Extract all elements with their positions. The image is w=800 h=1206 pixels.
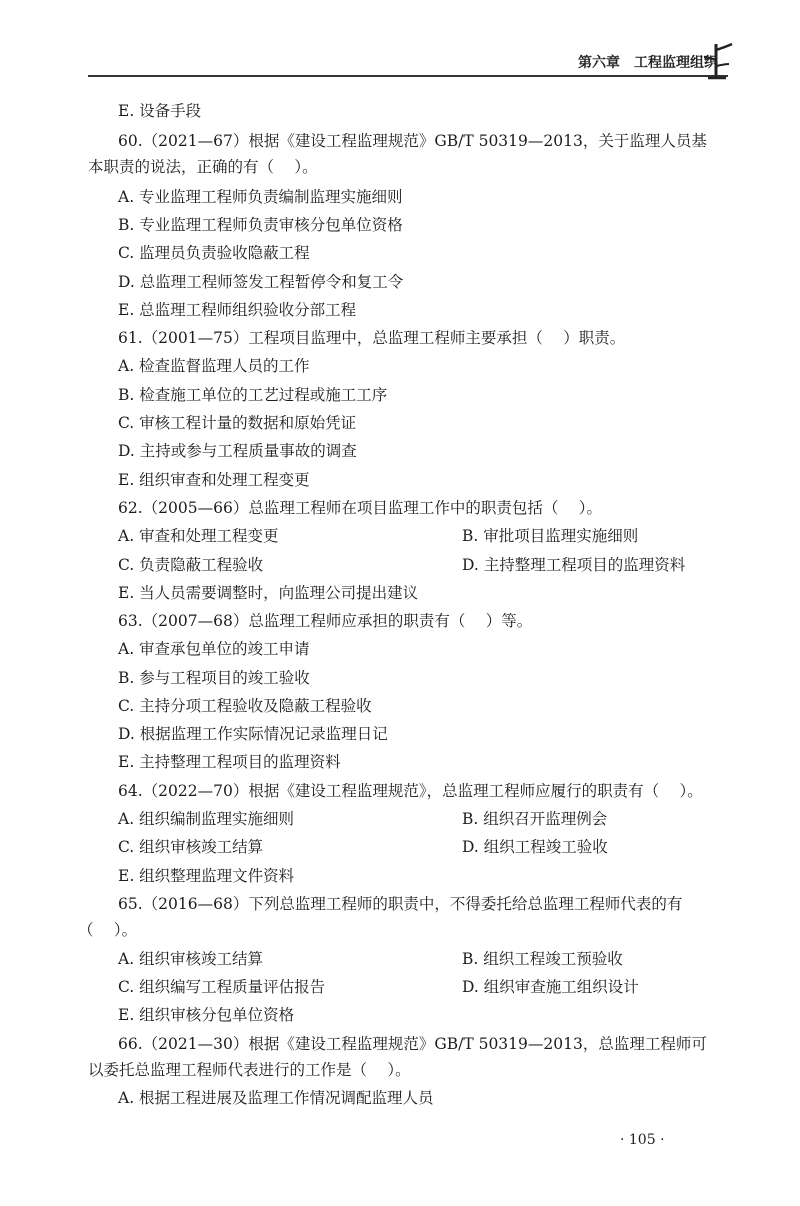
text-line: E. 组织整理监理文件资料 bbox=[118, 867, 295, 885]
text-line: 以委托总监理工程师代表进行的工作是（ ）。 bbox=[88, 1061, 411, 1079]
text-line: 本职责的说法，正确的有（ ）。 bbox=[88, 158, 318, 176]
text-line: E. 总监理工程师组织验收分部工程 bbox=[118, 301, 357, 319]
text-line: E. 当人员需要调整时，向监理公司提出建议 bbox=[118, 584, 419, 602]
text-line: A. 组织编制监理实施细则 bbox=[118, 810, 295, 828]
text-line: B. 审批项目监理实施细则 bbox=[462, 527, 639, 545]
text-line: A. 检查监督监理人员的工作 bbox=[118, 357, 310, 375]
text-line: 62.（2005—66）总监理工程师在项目监理工作中的职责包括（ ）。 bbox=[118, 499, 602, 517]
text-line: C. 审核工程计量的数据和原始凭证 bbox=[118, 414, 357, 432]
text-line: C. 监理员负责验收隐蔽工程 bbox=[118, 244, 310, 262]
text-line: D. 总监理工程师签发工程暂停令和复工令 bbox=[118, 273, 404, 291]
text-line: D. 主持或参与工程质量事故的调查 bbox=[118, 442, 357, 460]
chapter-number: 第六章 bbox=[578, 55, 620, 71]
text-line: 60.（2021—67）根据《建设工程监理规范》GB/T 50319—2013，关于监理人员基 bbox=[118, 132, 707, 150]
text-line: 65.（2016—68）下列总监理工程师的职责中，不得委托给总监理工程师代表的有 bbox=[118, 895, 683, 913]
text-line: B. 组织召开监理例会 bbox=[462, 810, 608, 828]
text-line: D. 主持整理工程项目的监理资料 bbox=[462, 556, 686, 574]
signpost-icon bbox=[702, 40, 736, 80]
text-line: 63.（2007—68）总监理工程师应承担的职责有（ ）等。 bbox=[118, 612, 533, 630]
text-line: D. 组织工程竣工验收 bbox=[462, 838, 608, 856]
text-line: A. 专业监理工程师负责编制监理实施细则 bbox=[118, 188, 403, 206]
text-line: E. 组织审核分包单位资格 bbox=[118, 1006, 295, 1024]
text-line: A. 审查承包单位的竣工申请 bbox=[118, 640, 310, 658]
text-line: A. 根据工程进展及监理工作情况调配监理人员 bbox=[118, 1089, 434, 1107]
text-line: A. 组织审核竣工结算 bbox=[118, 950, 264, 968]
page-number: · 105 · bbox=[620, 1132, 665, 1148]
text-line: B. 参与工程项目的竣工验收 bbox=[118, 669, 310, 687]
header-rule bbox=[88, 75, 728, 77]
text-line: B. 专业监理工程师负责审核分包单位资格 bbox=[118, 216, 403, 234]
text-line: B. 组织工程竣工预验收 bbox=[462, 950, 623, 968]
page-header bbox=[0, 0, 800, 90]
chapter-heading bbox=[578, 52, 718, 72]
text-line: 66.（2021—30）根据《建设工程监理规范》GB/T 50319—2013，总监理工程师可 bbox=[118, 1035, 707, 1053]
text-line: 64.（2022—70）根据《建设工程监理规范》，总监理工程师应履行的职责有（ ）。 bbox=[118, 782, 703, 800]
text-line: （ ）。 bbox=[78, 921, 138, 939]
text-line: C. 负责隐蔽工程验收 bbox=[118, 556, 264, 574]
text-line: A. 审查和处理工程变更 bbox=[118, 527, 279, 545]
text-line: D. 组织审查施工组织设计 bbox=[462, 978, 639, 996]
text-line: C. 主持分项工程验收及隐蔽工程验收 bbox=[118, 697, 372, 715]
text-line: C. 组织审核竣工结算 bbox=[118, 838, 264, 856]
text-line: B. 检查施工单位的工艺过程或施工工序 bbox=[118, 386, 388, 404]
text-line: 61.（2001—75）工程项目监理中，总监理工程师主要承担（ ）职责。 bbox=[118, 329, 626, 347]
text-line: C. 组织编写工程质量评估报告 bbox=[118, 978, 326, 996]
text-line: E. 主持整理工程项目的监理资料 bbox=[118, 753, 341, 771]
text-line: E. 组织审查和处理工程变更 bbox=[118, 471, 310, 489]
text-line: D. 根据监理工作实际情况记录监理日记 bbox=[118, 725, 388, 743]
text-line: E. 设备手段 bbox=[118, 102, 202, 120]
chapter-title: 工程监理组织 bbox=[634, 55, 718, 71]
